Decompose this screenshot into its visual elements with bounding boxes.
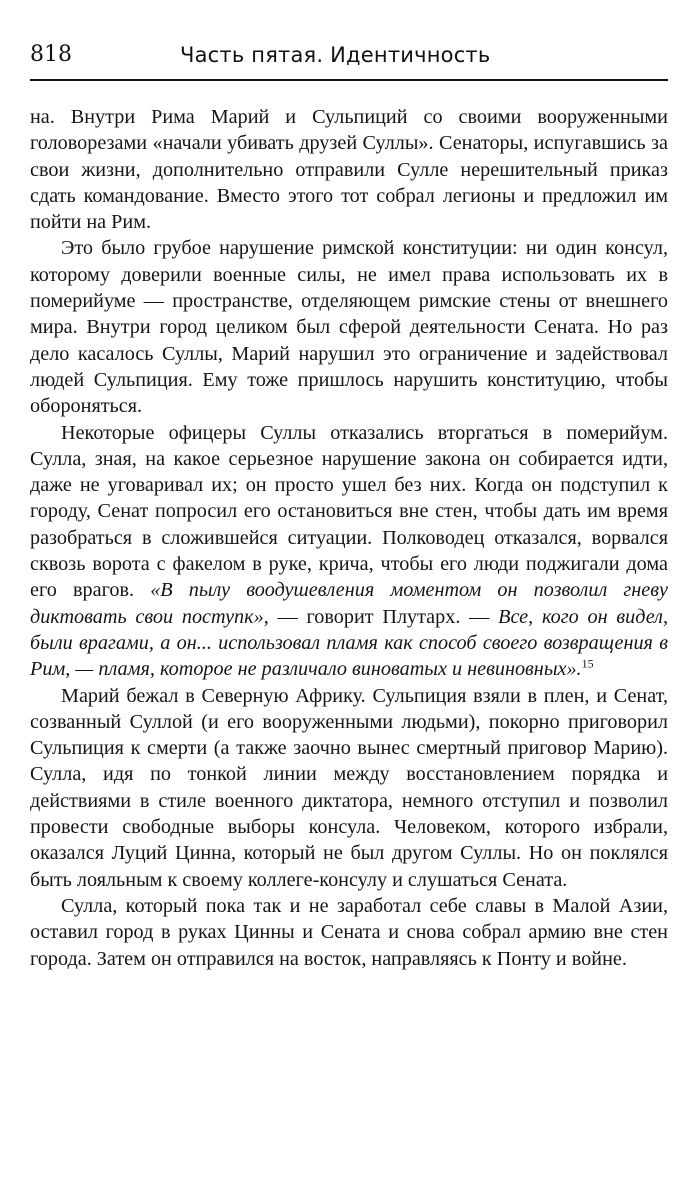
header-rule <box>30 79 668 81</box>
paragraph-4: Марий бежал в Северную Африку. Сульпиция взяли в плен, и Сенат, созванный Суллой (и его вооруженными людьми), покорно приговорил Сульпиция к смерти (а также заочно вынес смертный приговор Марию). Сулла, идя по тонкой линии между восстановлением порядка и действиями в стиле военного диктатора, немного отступил и позволил провести свободные выборы консула. Человеком, которого избрали, оказался Луций Цинна, который не был другом Суллы. Но он поклялся быть лояльным к своему коллеге-консулу и слушаться Сената. <box>30 684 668 891</box>
paragraph-1: на. Внутри Рима Марий и Сульпиций со своими вооруженными головорезами «начали убивать друзей Суллы». Сенаторы, испугавшись за свои жизни, дополнительно отправили Сулле нерешительный приказ сдать командование. Вместо этого тот собрал легионы и предложил им пойти на Рим. <box>30 106 668 234</box>
paragraph-3-text: Некоторые офицеры Суллы отказались вторгаться в померийум. Сулла, зная, на какое серьезное нарушение закона он собирается идти, даже не уговаривал их; он просто ушел без них. Когда он подступил к городу, Сенат попросил его остановиться вне стен, чтобы дать им время разобраться в сложившейся ситуации. Полководец отказался, ворвался сквозь ворота с факелом в руке, крича, чтобы его люди поджигали дома его врагов. <box>30 421 668 602</box>
paragraph-5: Сулла, который пока так и не заработал себе славы в Малой Азии, оставил город в руках Цинны и Сената и снова собрал армию вне стен города. Затем он отправился на восток, направляясь к Понту и войне. <box>30 894 668 970</box>
plutarch-attribution: , — говорит Плутарх. — <box>263 605 499 628</box>
paragraph-3 <box>30 420 668 683</box>
plutarch-quote-1: «В пылу воодушевления моментом он позволил гневу диктовать свои поступк» <box>30 579 668 628</box>
page-number: 818 <box>30 42 72 67</box>
running-head: Часть пятая. Идентичность <box>180 43 491 67</box>
body-text <box>30 104 668 972</box>
plutarch-quote-2: Все, кого он видел, были врагами, а он... использовал пламя как способ своего возвращения в Рим, — пламя, которое не различало виноватых и невиновных». <box>30 605 669 681</box>
paragraph-2: Это было грубое нарушение римской конституции: ни один консул, которому доверили военные силы, не имел права использовать их в померийуме — пространстве, отделяющем римские стены от внешнего мира. Внутри город целиком был сферой деятельности Сената. Но раз дело касалось Суллы, Марий нарушил это ограничение и задействовал людей Сульпиция. Ему тоже пришлось нарушить конституцию, чтобы обороняться. <box>30 237 668 418</box>
page-header <box>30 40 668 76</box>
footnote-marker: 15 <box>581 656 594 671</box>
